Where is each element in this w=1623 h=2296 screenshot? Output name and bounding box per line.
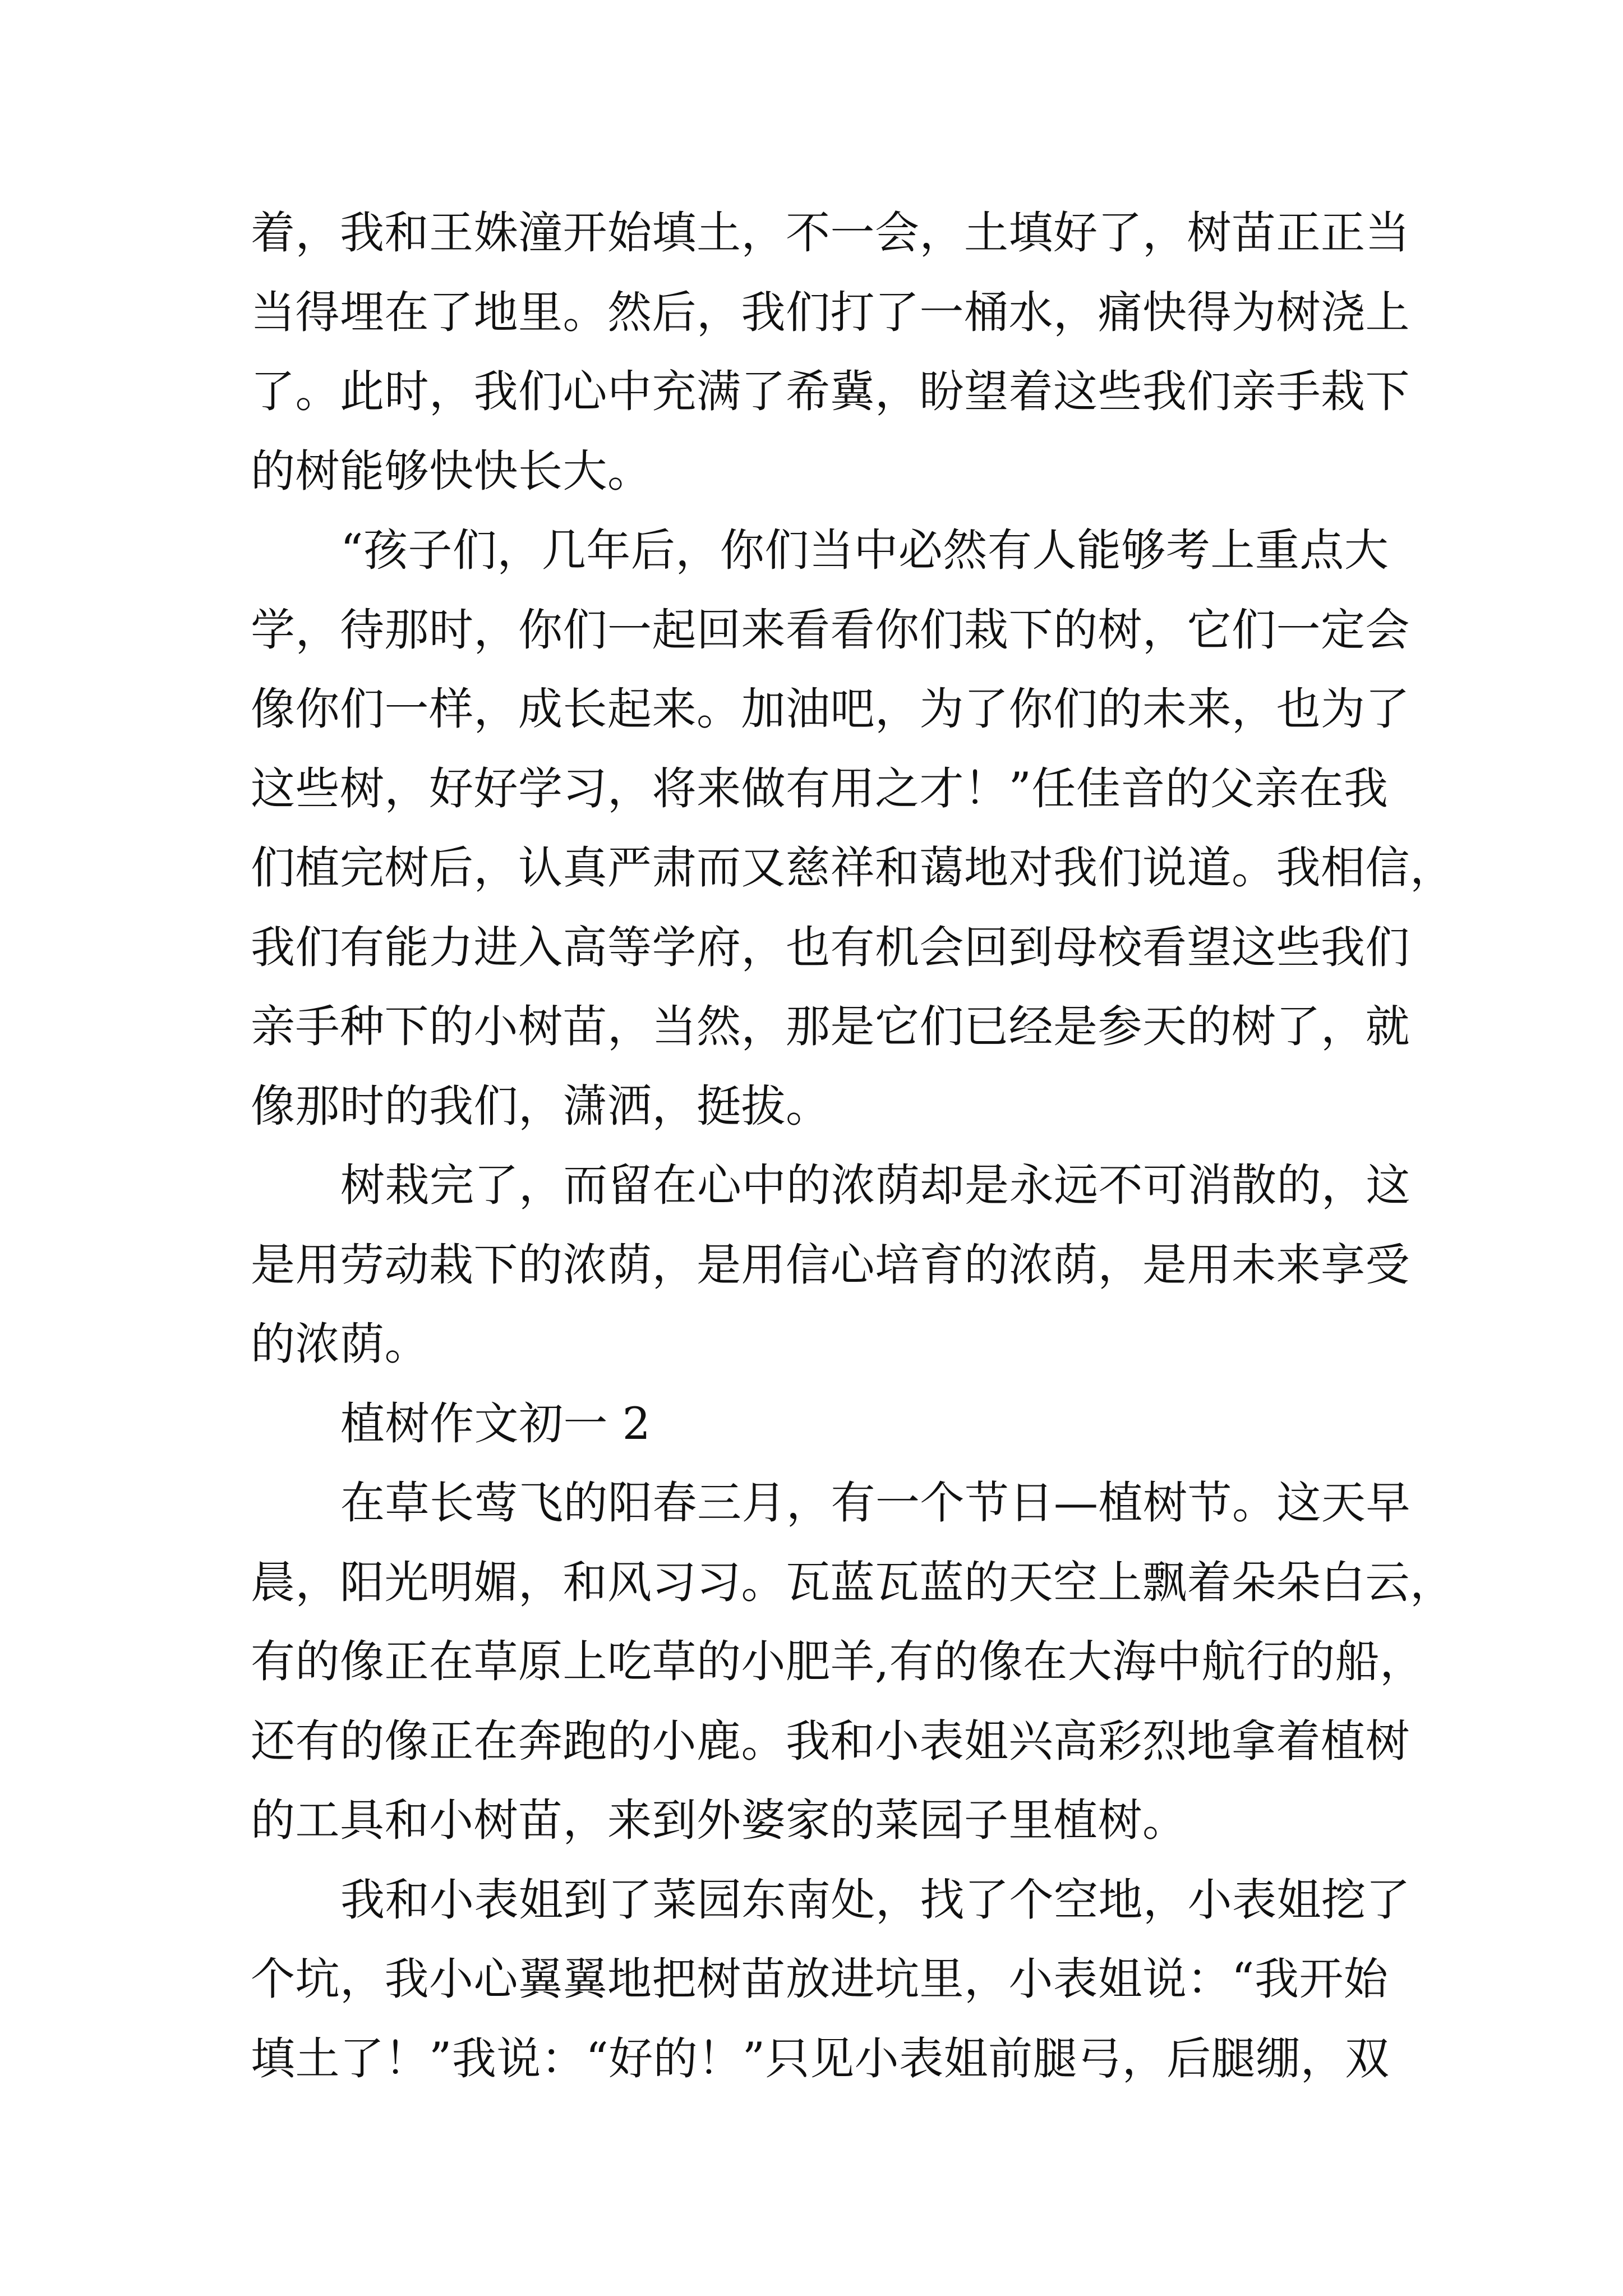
text-line: 的工具和小树苗，来到外婆家的菜园子里植树。 [251,1795,1187,1846]
text-line: 填土了！”我说：“好的！”只见小表姐前腿弓，后腿绷，双 [251,2032,1390,2085]
paragraph-4 [251,1464,1455,1861]
text-line: 当得埋在了地里。然后，我们打了一桶水，痛快得为树浇上 [251,286,1410,338]
text-line: 树栽完了，而留在心中的浓荫却是永远不可消散的，这 [340,1159,1410,1211]
text-line: 这些树，好好学习，将来做有用之才！”任佳音的父亲在我 [251,762,1389,815]
document-body [251,194,1455,2099]
text-line: 亲手种下的小树苗，当然，那是它们已经是参天的树了，就 [251,1001,1410,1052]
text-line: 有的像正在草原上吃草的小肥羊,有的像在大海中航行的船， [251,1636,1424,1687]
heading-text: 植树作文初一 2 [340,1397,651,1450]
text-line: 在草长莺飞的阳春三月，有一个节日—植树节。这天早 [340,1477,1410,1529]
text-line: 是用劳动栽下的浓荫，是用信心培育的浓荫，是用未来享受 [251,1239,1410,1291]
text-line: 的浓荫。 [251,1318,429,1370]
paragraph-5 [251,1861,1410,2099]
text-line: 像你们一样，成长起来。加油吧，为了你们的未来，也为了 [251,683,1410,735]
text-line: 还有的像正在奔跑的小鹿。我和小表姐兴高彩烈地拿着植树 [251,1715,1410,1767]
text-line: 像那时的我们，潇洒，挺拔。 [251,1080,831,1132]
text-line: 们植完树后，认真严肃而又慈祥和蔼地对我们说道。我相信， [251,842,1455,894]
text-line: 个坑，我小心翼翼地把树苗放进坑里，小表姐说：“我开始 [251,1953,1389,2005]
paragraph-2 [251,511,1455,1146]
text-line: 晨，阳光明媚，和风习习。瓦蓝瓦蓝的天空上飘着朵朵白云， [251,1556,1455,1608]
text-line: 我和小表姐到了菜园东南处，找了个空地，小表姐挖了 [340,1874,1410,1926]
text-line: “孩子们，几年后，你们当中必然有人能够考上重点大 [340,524,1389,576]
text-line: 了。此时，我们心中充满了希冀，盼望着这些我们亲手栽下 [251,366,1410,417]
paragraph-1 [251,194,1410,511]
paragraph-3 [251,1146,1410,1384]
text-line: 我们有能力进入高等学府，也有机会回到母校看望这些我们 [251,921,1410,973]
text-line: 的树能够快快长大。 [251,445,652,497]
text-line: 学，待那时，你们一起回来看看你们栽下的树，它们一定会 [251,604,1410,656]
text-line: 着，我和王姝潼开始填土，不一会，土填好了，树苗正正当 [251,207,1410,259]
section-heading [251,1384,1384,1464]
